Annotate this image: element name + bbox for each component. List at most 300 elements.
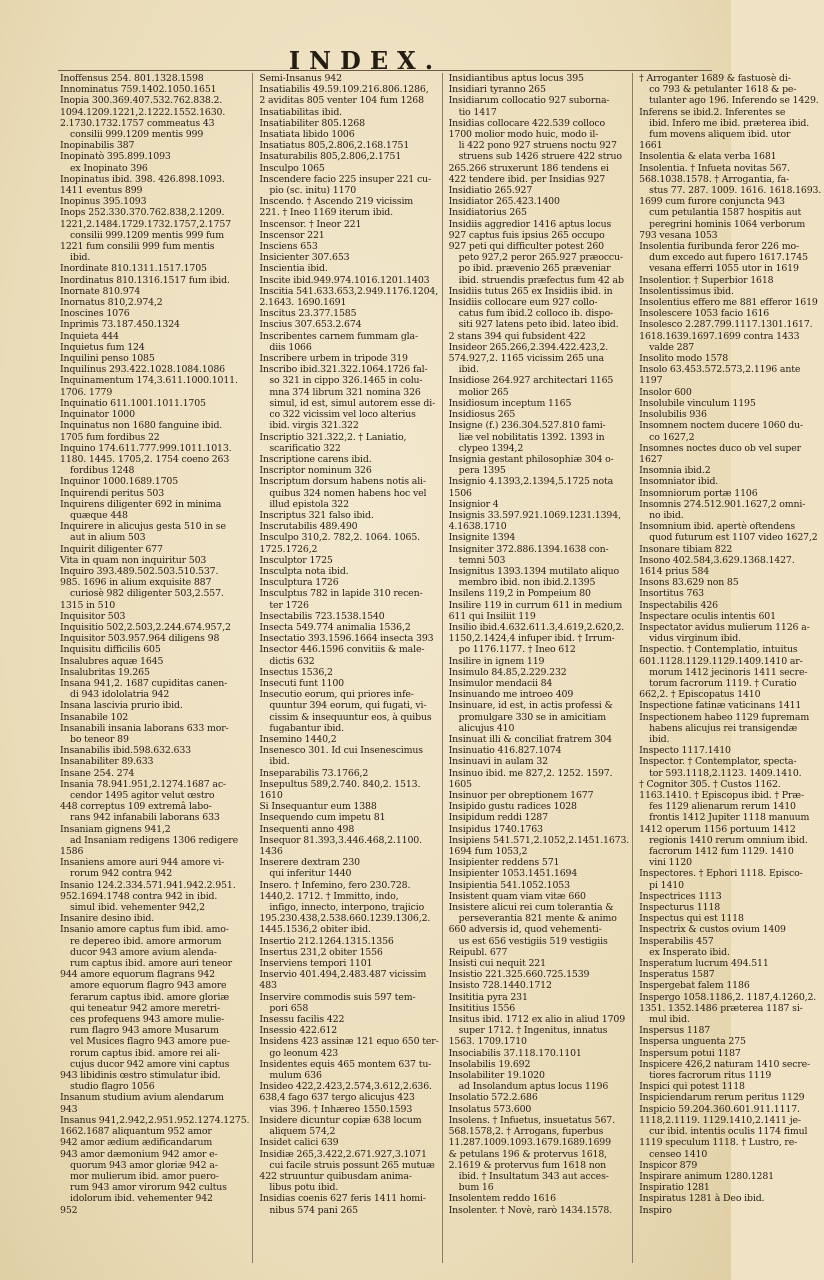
index-entry-line: morum 1412 jecinoris 1411 secre- [649, 666, 808, 678]
index-entry-line: Insolentius effero me 881 efferor 1619 [639, 297, 818, 309]
index-entry-line: Insanabili insania laborans 633 mor- [60, 722, 229, 734]
index-entry-line: Insidias coenis 627 feris 1411 homi- [259, 1193, 426, 1205]
index-entry-line: Inspiratus 1281 à Deo ibid. [639, 1193, 765, 1205]
index-entry-line: 11.287.1009.1093.1679.1689.1699 [448, 1137, 611, 1149]
index-entry-line: Insolatio 572.2.686 [448, 1092, 538, 1104]
index-entry-line: amore equorum flagro 943 amore [70, 980, 227, 992]
index-entry-line: quod futurum est 1107 video 1627,2 [649, 532, 818, 544]
index-entry-line: Insperatus 1587 [639, 969, 715, 981]
index-entry-line: ad Insaniam redigens 1306 redigere [70, 834, 238, 846]
index-entry-line: 942 amor ædium ædificandarum [60, 1137, 213, 1149]
index-entry-line: 927 captus fuis ipsius 265 occupo [448, 229, 605, 241]
index-entry-line: Insidere dicuntur copiæ 638 locum [259, 1114, 422, 1126]
index-entry-line: Insignia gestant philosophiæ 304 o- [448, 453, 614, 465]
index-entry-line: Inopinatus ibid. 398. 426.898.1093. [60, 173, 225, 185]
index-column-3 [449, 73, 634, 1263]
index-entry-line: fes 1129 alienarum rerum 1410 [649, 801, 796, 813]
index-entry-line: 1705 fum fordibus 22 [60, 431, 160, 443]
index-entry-line: catus fum ibid.2 colloco ib. dispo- [458, 308, 614, 320]
index-entry-line: us est 656 vestigiis 519 vestigiis [458, 935, 608, 947]
index-entry-line: 943 [60, 1103, 78, 1115]
index-entry-line: Insisti cui nequit 221 [448, 958, 546, 970]
index-entry-line: rum captus ibid. amore auri teneor [70, 958, 232, 970]
index-entry-line: ferarum captus ibid. amore gloriæ [70, 991, 229, 1003]
index-entry-line: Insana lascivia prurio ibid. [60, 700, 183, 712]
index-entry-line: Insidiatorius 265 [448, 207, 527, 219]
index-entry-line: ces profequens 943 amore mulie- [70, 1014, 225, 1026]
index-entry-line: facrorum 1412 fum 1129. 1410 [649, 846, 794, 858]
index-entry-line: Insana 941,2. 1687 cupiditas canen- [60, 677, 228, 689]
index-entry-line: 195.230.438,2.538.660.1239.1306,2. [259, 913, 431, 925]
index-entry-line: Inordinatus 810.1316.1517 fum ibid. [60, 274, 230, 286]
index-entry-line: Inscite ibid.949.974.1016.1201.1403 [259, 274, 430, 286]
page-title: INDEX. [288, 46, 443, 75]
index-entry-line: 793 vesana 1053 [639, 229, 718, 241]
index-entry-line: Insertio 212.1264.1315.1356 [259, 935, 394, 947]
index-entry-line: Insilio ibid.4.632.611.3,4.619,2.620,2. [448, 621, 625, 633]
index-entry-line: co 322 vicissim vel loco alterius [269, 409, 416, 421]
index-entry-line: Insaniam gignens 941,2 [60, 823, 171, 835]
index-entry-line: censeo 1410 [649, 1148, 708, 1160]
index-entry-line: Insono 402.584,3.629.1368.1427. [639, 554, 795, 566]
index-entry-line: 1094.1209.1221,2.1222.1552.1630. [60, 106, 226, 118]
index-entry-line: Insidiatio 265.927 [448, 185, 533, 197]
index-entry-line: 943 amor dæmonium 942 amor e- [60, 1148, 218, 1160]
index-entry-line: Insolesco 2.287.799.1117.1301.1617. [639, 319, 813, 331]
index-entry-line: Inordinate 810.1311.1517.1705 [60, 263, 207, 275]
index-entry-line: Inoscines 1076 [60, 308, 130, 320]
index-entry-line: Insignis 33.597.921.1069.1231.1394, [448, 509, 621, 521]
index-entry-line: 1150,2.1424,4 infuper ibid. † Irrum- [448, 633, 615, 645]
index-entry-line: Inspectio. † Contemplatio, intuitus [639, 644, 798, 656]
index-entry-line: consilii 999.1209 mentis 999 fum [70, 229, 224, 241]
index-entry-line: 2 stans 394 qui fubsident 422 [448, 330, 586, 342]
index-entry-line: Insero. † Infemino, fero 230.728. [259, 879, 411, 891]
index-entry-line: Inscriptor nominum 326 [259, 465, 372, 477]
index-entry-line: Insatiabiliter 805.1268 [259, 117, 365, 129]
index-entry-line: Inscribere urbem in tripode 319 [259, 353, 408, 365]
index-entry-line: ibid. virgis 321.322 [269, 420, 359, 432]
index-entry-line: 1586 [60, 846, 84, 858]
index-entry-line: Inquieta 444 [60, 330, 119, 342]
index-entry-line: nibus 574 pani 265 [269, 1204, 358, 1216]
index-entry-line: 1699 cum furore conjuncta 943 [639, 196, 785, 208]
index-entry-line: rans 942 infanabili laborans 633 [70, 812, 220, 824]
index-entry-line: 952 [60, 1204, 78, 1216]
index-entry-line: quæque 448 [70, 509, 128, 521]
index-entry-line: 2.1730.1732.1757 commeatus 43 [60, 117, 215, 129]
index-entry-line: Insertus 231,2 obiter 1556 [259, 946, 383, 958]
index-entry-line: co 793 & petulanter 1618 & pe- [649, 84, 797, 96]
index-entry-line: fordibus 1248 [70, 465, 135, 477]
index-entry-line: Inspectrix & custos ovium 1409 [639, 924, 786, 936]
index-entry-line: fum movens aliquem ibid. utor [649, 129, 791, 141]
index-entry-line: Insectatio 393.1596.1664 insecta 393 [259, 633, 434, 645]
index-entry-line: Inquietus fum 124 [60, 341, 145, 353]
index-entry-line: ibid. † Insultatum 343 aut acces- [458, 1170, 609, 1182]
index-entry-line: quibus 324 nomen habens hoc vel [269, 487, 427, 499]
index-entry-line: 221. † Ineo 1169 iterum ibid. [259, 207, 393, 219]
index-entry-line: Insidet calici 639 [259, 1137, 339, 1149]
index-entry-line: cujus ducor 942 amore vini captus [70, 1058, 230, 1070]
index-entry-line: Insideor 265.266,2.394.422.423,2. [448, 341, 609, 353]
index-entry-line: Insequenti anno 498 [259, 823, 355, 835]
index-entry-line: Insaturabilis 805,2.806,2.1751 [259, 151, 402, 163]
index-entry-line: 448 correptus 109 extremâ labo- [60, 801, 212, 813]
index-entry-line: 568.1038.1578. † Arrogantia, fa- [639, 173, 790, 185]
index-entry-line: Inquirendi peritus 503 [60, 487, 165, 499]
index-entry-line: Inquirit diligenter 677 [60, 543, 163, 555]
index-entry-line: Insatiatus 805,2.806,2.168.1751 [259, 140, 410, 152]
index-entry-line: 2.1619 & protervus fum 1618 non [448, 1159, 607, 1171]
index-entry-line: Insecta 549.774 animalia 1536,2 [259, 621, 411, 633]
index-entry-line: bum 16 [458, 1182, 494, 1194]
index-entry-line: Insidentes equis 465 montem 637 tu- [259, 1058, 432, 1070]
index-entry-line: stus 77. 287. 1009. 1616. 1618.1693. [649, 185, 822, 197]
index-entry-line: Inspectionem habeo 1129 fupremam [639, 711, 810, 723]
index-entry-line: aliquem 574,2 [269, 1126, 336, 1138]
index-entry-line: Inspiratio 1281 [639, 1182, 710, 1194]
index-entry-line: Insanio 124.2.334.571.941.942.2.951. [60, 879, 236, 891]
index-entry-line: liæ vel nobilitatis 1392. 1393 in [458, 431, 605, 443]
index-entry-line: go leonum 423 [269, 1047, 339, 1059]
index-entry-line: 1627 [639, 453, 663, 465]
index-entry-line: Insidiosus 265 [448, 409, 516, 421]
index-entry-line: Inscrutabilis 489.490 [259, 521, 358, 533]
index-entry-line: Insociabilis 37.118.170.1101 [448, 1047, 582, 1059]
index-entry-line: Insolito modo 1578 [639, 353, 729, 365]
index-entry-line: 1661 [639, 140, 663, 152]
index-entry-line: 2.1643. 1690.1691 [259, 297, 347, 309]
index-entry-line: 1694 fum 1053,2 [448, 846, 528, 858]
index-entry-line: pera 1395 [458, 465, 506, 477]
index-entry-line: curiosè 982 diligenter 503,2.557. [70, 588, 224, 600]
index-entry-line: Insignior 4 [448, 498, 499, 510]
index-entry-line: Insolescere 1053 facio 1616 [639, 308, 770, 320]
index-entry-line: qui teneatur 942 amore meretri- [70, 1002, 221, 1014]
index-entry-line: ibid. struendis præfectus fum 42 ab [458, 274, 624, 286]
index-entry-line: Inspectione fatinæ vaticinans 1411 [639, 700, 802, 712]
index-entry-line: 422 struuntur quibusdam anima- [259, 1170, 412, 1182]
index-entry-line: Insidens 423 assinæ 121 equo 650 ter- [259, 1036, 439, 1048]
index-entry-line: Insipidum reddi 1287 [448, 812, 548, 824]
index-entry-line: 660 adversis id, quod vehementi- [448, 924, 602, 936]
index-entry-line: Inspecto 1117.1410 [639, 745, 731, 757]
index-entry-line: Insidiari tyranno 265 [448, 84, 546, 96]
index-column-1 [60, 73, 253, 1263]
index-entry-line: 2 aviditas 805 venter 104 fum 1268 [259, 95, 424, 107]
index-entry-line: Inquisitio 502,2.503,2.244.674.957,2 [60, 621, 231, 633]
index-entry-line: Inscriptus 321 falso ibid. [259, 509, 374, 521]
index-entry-line: 4.1638.1710 [448, 521, 507, 533]
index-entry-line: Insitus ibid. 1712 ex alio in aliud 1709 [448, 1014, 626, 1026]
index-entry-line: Si Insequantur eum 1388 [259, 801, 377, 813]
index-entry-line: Insilens 119,2 in Pompeium 80 [448, 588, 591, 600]
index-entry-line: idolorum ibid. vehementer 942 [70, 1193, 213, 1205]
index-entry-line: 265.266 struxerunt 186 tendens ei [448, 162, 609, 174]
index-entry-line: li 422 pono 927 struens noctu 927 [458, 140, 617, 152]
index-entry-line: Insectabilis 723.1538.1540 [259, 610, 385, 622]
index-entry-line: Insinuare, id est, in actis professi & [448, 700, 613, 712]
index-entry-line: Inservio 401.494,2.483.487 vicissim [259, 969, 427, 981]
index-entry-line: 422 tendere ibid. per Insidias 927 [448, 173, 606, 185]
index-entry-line: mna 374 librum 321 nomina 326 [269, 386, 421, 398]
index-entry-line: Insessio 422.612 [259, 1025, 338, 1037]
index-entry-line: simul, id est, simul autorem esse di- [269, 397, 436, 409]
index-entry-line: 1221 fum consilii 999 fum mentis [60, 241, 215, 253]
index-entry-line: Inspergebat falem 1186 [639, 980, 750, 992]
index-entry-line: perseverantia 821 mente & animo [458, 913, 617, 925]
index-entry-line: Insipientia 541.1052.1053 [448, 879, 570, 891]
index-entry-line: Insania 78.941.951,2.1274.1687 ac- [60, 778, 226, 790]
index-entry-line: Insidiis aggredior 1416 aptus locus [448, 218, 612, 230]
index-entry-line: membro ibid. non ibid.2.1395 [458, 577, 596, 589]
index-entry-line: Insolens. † Infuetus, insuetatus 567. [448, 1114, 615, 1126]
index-entry-line: tulanter ago 196. Inferendo se 1429. [649, 95, 819, 107]
index-entry-line: Insperatum lucrum 494.511 [639, 958, 769, 970]
index-entry-line: Inspecturus 1118 [639, 902, 721, 914]
index-entry-line: pori 658 [269, 1002, 309, 1014]
index-entry-line: Inquilinus 293.422.1028.1084.1086 [60, 364, 225, 376]
index-entry-line: Reipubl. 677 [448, 946, 508, 958]
index-entry-line: Insidiantibus aptus locus 395 [448, 73, 584, 84]
index-entry-line: Inspectare oculis intentis 601 [639, 610, 776, 622]
index-entry-line: mor mulierum ibid. amor puero- [70, 1170, 219, 1182]
index-entry-line: Insanabilis ibid.598.632.633 [60, 745, 191, 757]
index-entry-line: Insolo 63.453.572.573,2.1196 ante [639, 364, 801, 376]
index-entry-line: Inopinus 395.1093 [60, 196, 147, 208]
index-entry-line: Insinuavi in aulam 32 [448, 756, 548, 768]
index-entry-line: cur ibid. intentis oculis 1174 fimul [649, 1126, 808, 1138]
index-entry-line: Insector 446.1596 convitiis & male- [259, 644, 425, 656]
index-entry-line: Insculptura 1726 [259, 577, 339, 589]
index-entry-line: Inspergo 1058.1186,2. 1187,4.1260,2. [639, 991, 817, 1003]
index-entry-line: re depereo ibid. amore armorum [70, 935, 222, 947]
index-entry-line: ibid. Infero me ibid. præterea ibid. [649, 117, 810, 129]
index-entry-line: Inquirens diligenter 692 in minima [60, 498, 222, 510]
index-entry-line: Insidiosum inceptum 1165 [448, 397, 572, 409]
index-entry-line: Inquiro 393.489.502.503.510.537. [60, 565, 219, 577]
index-entry-line: 1119 speculum 1118. † Lustro, re- [639, 1137, 798, 1149]
index-entry-line: Inquinor 1000.1689.1705 [60, 476, 179, 488]
index-entry-line: siti 927 latens peto ibid. lateo ibid. [458, 319, 619, 331]
index-entry-line: Inquisitu difficilis 605 [60, 644, 161, 656]
index-entry-line: vias 396. † Inhæreo 1550.1593 [269, 1103, 413, 1115]
index-entry-line: ex Inopinato 396 [70, 162, 148, 174]
index-entry-line: Insepultus 589,2.740. 840,2. 1513. [259, 778, 421, 790]
index-entry-line: Inquino 174.611.777.999.1011.1013. [60, 442, 232, 454]
index-entry-line: Insolentior. † Superbior 1618 [639, 274, 774, 286]
index-entry-line: 1412 operum 1156 portuum 1412 [639, 823, 796, 835]
index-entry-line: ibid. [458, 364, 479, 376]
index-entry-line: quorum 943 amor gloriæ 942 a- [70, 1159, 218, 1171]
index-entry-line: Inops 252.330.370.762.838,2.1209. [60, 207, 225, 219]
index-entry-line: Insistere alicui rei cum tolerantia & [448, 902, 614, 914]
index-columns [60, 73, 822, 1263]
index-entry-line: 1563. 1709.1710 [448, 1036, 527, 1048]
index-entry-line: Inquinamentum 174,3.611.1000.1011. [60, 375, 238, 387]
index-entry-line: Insistent quam viam vitæ 660 [448, 890, 586, 902]
index-entry-line: Insculpta nota ibid. [259, 565, 349, 577]
index-entry-line: Inscensor. † Ineor 221 [259, 218, 362, 230]
index-entry-line: Insideo 422,2.423,2.574,3.612,2.636. [259, 1081, 432, 1093]
index-entry-line: Inspectrices 1113 [639, 890, 722, 902]
index-entry-line: simul ibid. vehementer 942,2 [70, 902, 205, 914]
index-entry-line: Insculptor 1725 [259, 554, 333, 566]
index-entry-line: consilii 999.1209 mentis 999 [70, 129, 204, 141]
index-entry-line: Insomnium ibid. apertè oftendens [639, 521, 796, 533]
index-entry-line: 1436 [259, 846, 283, 858]
index-entry-line: Insortitus 763 [639, 588, 704, 600]
index-entry-line: ex Insperato ibid. [649, 946, 730, 958]
index-entry-line: rum 943 amor virorum 942 cultus [70, 1182, 227, 1194]
index-entry-line: Vita in quam non inquiritur 503 [60, 554, 207, 566]
index-entry-line: Insignitus 1393.1394 mutilato aliquo [448, 565, 619, 577]
index-entry-line: † Arroganter 1689 & fastuosè di- [639, 73, 791, 84]
index-entry-line: Insidiæ 265,3.422,2.671.927,3.1071 [259, 1148, 427, 1160]
index-entry-line: 1315 in 510 [60, 599, 116, 611]
index-entry-line: Inscriptio 321.322,2. † Laniatio, [259, 431, 407, 443]
index-entry-line: 985. 1696 in alium exquisite 887 [60, 577, 212, 589]
index-entry-line: Insidiator 265.423.1400 [448, 196, 560, 208]
index-entry-line: 1351. 1352.1486 præterea 1187 si- [639, 1002, 803, 1014]
index-entry-line: Insolabiliter 19.1020 [448, 1070, 545, 1082]
index-entry-line: 638,4 fago 637 tergo alicujus 423 [259, 1092, 415, 1104]
index-entry-line: habens alicujus rei transigendæ [649, 722, 798, 734]
index-entry-line: Insanabiliter 89.633 [60, 756, 154, 768]
index-entry-line: 1163.1410. † Episcopus ibid. † Præ- [639, 790, 804, 801]
index-entry-line: Insalubres aquæ 1645 [60, 655, 164, 667]
index-entry-line: Inspector. † Contemplator, specta- [639, 756, 797, 768]
index-entry-line: diis 1066 [269, 341, 312, 353]
index-entry-line: fugabantur ibid. [269, 722, 344, 734]
index-entry-line: peregrini hominis 1064 verborum [649, 218, 806, 230]
index-entry-line: Insculpo 1065 [259, 162, 325, 174]
index-entry-line: Insenesco 301. Id cui Insenescimus [259, 745, 423, 757]
index-entry-line: Inscendo. † Ascendo 219 vicissim [259, 196, 414, 208]
index-entry-line: Insinuo ibid. me 827,2. 1252. 1597. [448, 767, 613, 779]
index-entry-line: 1706. 1779 [60, 386, 113, 398]
index-entry-line: † Cognitor 305. † Custos 1162. [639, 778, 781, 790]
index-entry-line: 662,2. † Episcopatus 1410 [639, 689, 761, 701]
index-entry-line: molior 265 [458, 386, 509, 398]
index-entry-line: peto 927,2 peror 265.927 præoccu- [458, 252, 623, 264]
index-entry-line: Insomnia ibid.2 [639, 465, 711, 477]
index-entry-line: quuntur 394 eorum, qui fugati, vi- [269, 700, 427, 712]
index-entry-line: Insidiose 264.927 architectari 1165 [448, 375, 614, 387]
index-entry-line: pio (sc. initu) 1170 [269, 185, 357, 197]
index-entry-line: Inspectator avidus mulierum 1126 a- [639, 621, 810, 633]
index-entry-line: Insculptus 782 in lapide 310 recen- [259, 588, 423, 600]
index-entry-line: Inseparabilis 73.1766,2 [259, 767, 369, 779]
index-entry-line: 1700 molior modo huic, modo il- [448, 129, 599, 141]
index-entry-line: Insomniorum portæ 1106 [639, 487, 758, 499]
index-entry-line: 1221,2.1484.1729.1732.1757,2.1757 [60, 218, 231, 230]
index-entry-line: 611 qui Insiliit 119 [448, 610, 536, 622]
index-entry-line: 952.1694.1748 contra 942 in ibid. [60, 890, 218, 902]
index-entry-line: Inopia 300.369.407.532.762.838.2. [60, 95, 223, 107]
index-entry-line: 1440,2. 1712. † Immitto, indo, [259, 890, 399, 902]
index-entry-line: di 943 idololatria 942 [70, 689, 170, 701]
index-entry-line: Insolenter. † Novè, rarò 1434.1578. [448, 1204, 613, 1216]
index-entry-line: Inspiciendarum rerum peritus 1129 [639, 1092, 805, 1104]
index-entry-line: Insinuat illi & conciliat fratrem 304 [448, 733, 612, 745]
index-entry-line: Insolubilis 936 [639, 409, 707, 421]
index-entry-line: Insomnis 274.512.901.1627,2 omni- [639, 498, 806, 510]
index-entry-line: Inscriptum dorsum habens notis ali- [259, 476, 426, 488]
index-entry-line: aut in alium 503 [70, 532, 146, 544]
index-entry-line: Inopinabilis 387 [60, 140, 135, 152]
index-entry-line: ibid. [269, 756, 290, 768]
index-entry-line: ibid. [649, 733, 670, 745]
index-entry-line: Insciens 653 [259, 241, 318, 253]
index-entry-line: Inquilini penso 1085 [60, 353, 155, 365]
index-entry-line: Insaniens amore auri 944 amore vi- [60, 857, 225, 869]
index-entry-line: Inscriptione carens ibid. [259, 453, 372, 465]
index-entry-line: valde 287 [649, 341, 695, 353]
index-entry-line: Inquinatio 611.1001.1011.1705 [60, 397, 206, 409]
index-entry-line: Inquinatus non 1680 fanguine ibid. [60, 420, 223, 432]
index-entry-line: Insidiarum collocatio 927 suborna- [448, 95, 610, 107]
index-entry-line: Insimulor mendacii 84 [448, 677, 553, 689]
index-entry-line: Inprimis 73.187.450.1324 [60, 319, 180, 331]
index-entry-line: Inspersum potui 1187 [639, 1047, 741, 1059]
index-entry-line: Insessu facilis 422 [259, 1014, 345, 1026]
index-entry-line: 601.1128.1129.1129.1409.1410 ar- [639, 655, 803, 667]
index-entry-line: qui inferitur 1440 [269, 868, 352, 880]
index-entry-line: alicujus 410 [458, 722, 515, 734]
index-entry-line: 1610 [259, 790, 283, 801]
index-entry-line: 943 libidinis œstro stimulatur ibid. [60, 1070, 221, 1082]
index-entry-line: Insolentia furibunda feror 226 mo- [639, 241, 799, 253]
index-entry-line: dum excedo aut fupero 1617.1745 [649, 252, 808, 264]
index-entry-line: Insanire desino ibid. [60, 913, 155, 925]
index-entry-line: Insipienter 1053.1451.1694 [448, 868, 578, 880]
index-entry-line: Insanio amore captus fum ibid. amo- [60, 924, 229, 936]
index-entry-line: clypeo 1394,2 [458, 442, 524, 454]
index-entry-line: Insanus 941,2.942,2.951.952.1274.1275. [60, 1114, 250, 1126]
index-entry-line: Insonare tibiam 822 [639, 543, 733, 555]
index-entry-line: Insecutio eorum, qui priores infe- [259, 689, 414, 701]
index-entry-line: 568.1578,2. † Arrogans, fuperbus [448, 1126, 604, 1138]
header-rule [58, 70, 712, 71]
index-entry-line: Insperabilis 457 [639, 935, 714, 947]
index-entry-line: Inspici qui potest 1118 [639, 1081, 745, 1093]
index-entry-line: Insinuatio 416.827.1074 [448, 745, 562, 757]
index-entry-line: Insinuando me introeo 409 [448, 689, 574, 701]
index-entry-line: Insatiabilis 49.59.109.216.806.1286, [259, 84, 429, 96]
index-entry-line: Insinuor per obreptionem 1677 [448, 790, 594, 801]
index-entry-line: tor 593.1118,2.1123. 1409.1410. [649, 767, 802, 779]
index-entry-line: Insistio 221.325.660.725.1539 [448, 969, 590, 981]
index-entry-line: illud epistola 322 [269, 498, 349, 510]
index-entry-line: tio 1417 [458, 106, 497, 118]
index-entry-line: 1662.1687 aliquantum 952 amor [60, 1126, 212, 1138]
index-entry-line: Insilire 119 in currum 611 in medium [448, 599, 623, 611]
index-entry-line: ibid. [70, 252, 91, 264]
index-entry-line: super 1712. † Ingenitus, innatus [458, 1025, 608, 1037]
index-entry-line: Inspectabilis 426 [639, 599, 718, 611]
index-entry-line: po 1176.1177. † Ineo 612 [458, 644, 576, 656]
index-entry-line: Inquisitor 503.957.964 diligens 98 [60, 633, 220, 645]
index-entry-line: Insatiabilitas ibid. [259, 106, 342, 118]
index-entry-line: Insipiens 541.571,2.1052,2.1451.1673. [448, 834, 630, 846]
index-column-4 [639, 73, 824, 1263]
index-entry-line: Inscientia ibid. [259, 263, 328, 275]
index-entry-line: Insigniter 372.886.1394.1638 con- [448, 543, 609, 555]
index-entry-line: Insititius 1556 [448, 1002, 516, 1014]
index-entry-line: so 321 in cippo 326.1465 in colu- [269, 375, 423, 387]
